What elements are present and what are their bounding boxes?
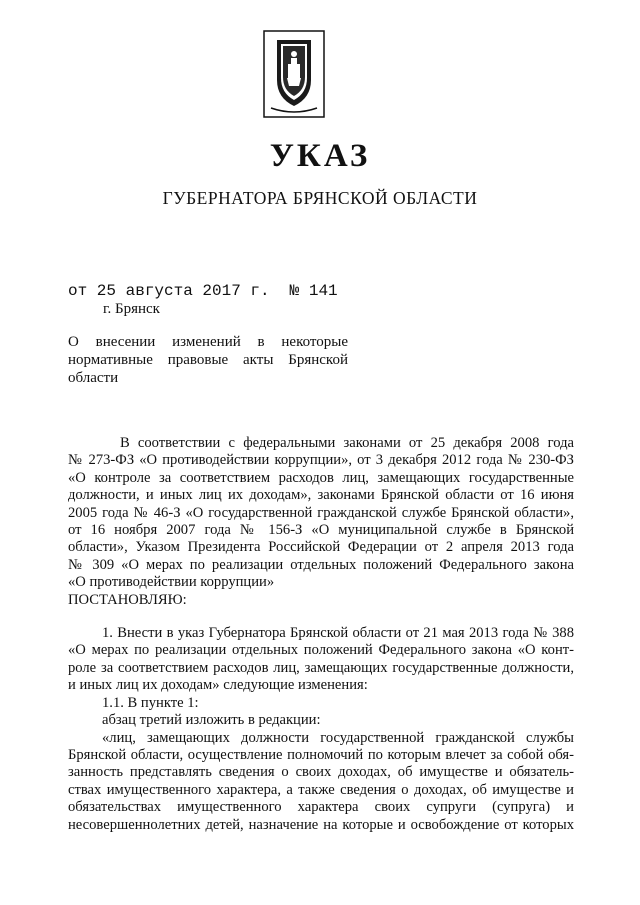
document-subtitle: ГУБЕРНАТОРА БРЯНСКОЙ ОБЛАСТИ <box>162 188 478 208</box>
preamble-line: 2005 года № 46-З «О государственной гражданской службе Брянской области», <box>68 504 574 521</box>
decree-date: от 25 августа 2017 г. <box>68 282 270 300</box>
item-1-line: роле за соответствием расходов лиц, замещающих государственные должности, <box>68 659 574 676</box>
preamble-line: В соответствии с федеральными законами от 25 декабря 2008 года <box>120 435 574 451</box>
quote-line: Брянской области, осуществление полномочий по которым влечет за собой обя- <box>68 746 574 763</box>
quote-line: «лиц, замещающих должности государственной гражданской службы <box>102 729 574 746</box>
document-title: УКАЗ <box>269 138 371 174</box>
preamble-line: № 309 «О мерах по реализации отдельных положений Федерального закона <box>68 556 574 573</box>
decree-number: № 141 <box>289 282 338 300</box>
bryansk-coat-of-arms-icon <box>263 30 325 118</box>
item-1-line: и иных лиц их доходам» следующие изменения: <box>68 677 368 694</box>
item-1-1-a-line: абзац третий изложить в редакции: <box>102 712 321 729</box>
preamble-line: «О контроле за соответствием расходов лиц, замещающих государственные <box>68 469 574 486</box>
item-1-line: 1. Внести в указ Губернатора Брянской области от 21 мая 2013 года № 388 <box>102 625 574 642</box>
preamble-line: должности, и иных лиц их доходам», законами Брянской области от 16 июня <box>68 487 574 504</box>
preamble-line: области», Указом Президента Российской Федерации от 2 апреля 2013 года <box>68 539 574 556</box>
preamble-line: № 273-ФЗ «О противодействии коррупции», от 3 декабря 2012 года № 230-ФЗ <box>68 452 574 469</box>
quote-line: обязательствах имущественного характера своих супруги (супруга) и <box>68 799 574 816</box>
item-1-line: «О мерах по реализации отдельных положений Федерального закона «О конт- <box>68 642 574 659</box>
quote-line: ствах имущественного характера, а также сведения о доходах, об имуществе и <box>68 781 574 798</box>
preamble-line: «О противодействии коррупции» <box>68 574 275 591</box>
subject-line: О внесении изменений в некоторые <box>68 334 348 350</box>
decree-city: г. Брянск <box>103 301 160 317</box>
subject-line: области <box>68 370 119 386</box>
quote-line: несовершеннолетних детей, назначение на которые и освобождение от которых <box>68 816 574 833</box>
decree-date-line <box>68 282 338 300</box>
decree-subject <box>68 333 348 387</box>
item-1-1-line: 1.1. В пункте 1: <box>102 694 199 711</box>
preamble-line: от 16 ноября 2007 года № 156-З «О муниципальной службе в Брянской <box>68 522 574 539</box>
quote-line: занность представлять сведения о своих доходах, об имуществе и обязатель- <box>68 764 574 781</box>
subject-line: нормативные правовые акты Брянской <box>68 352 348 368</box>
decree-body <box>68 435 574 834</box>
decree-word: ПОСТАНОВЛЯЮ: <box>68 591 187 608</box>
